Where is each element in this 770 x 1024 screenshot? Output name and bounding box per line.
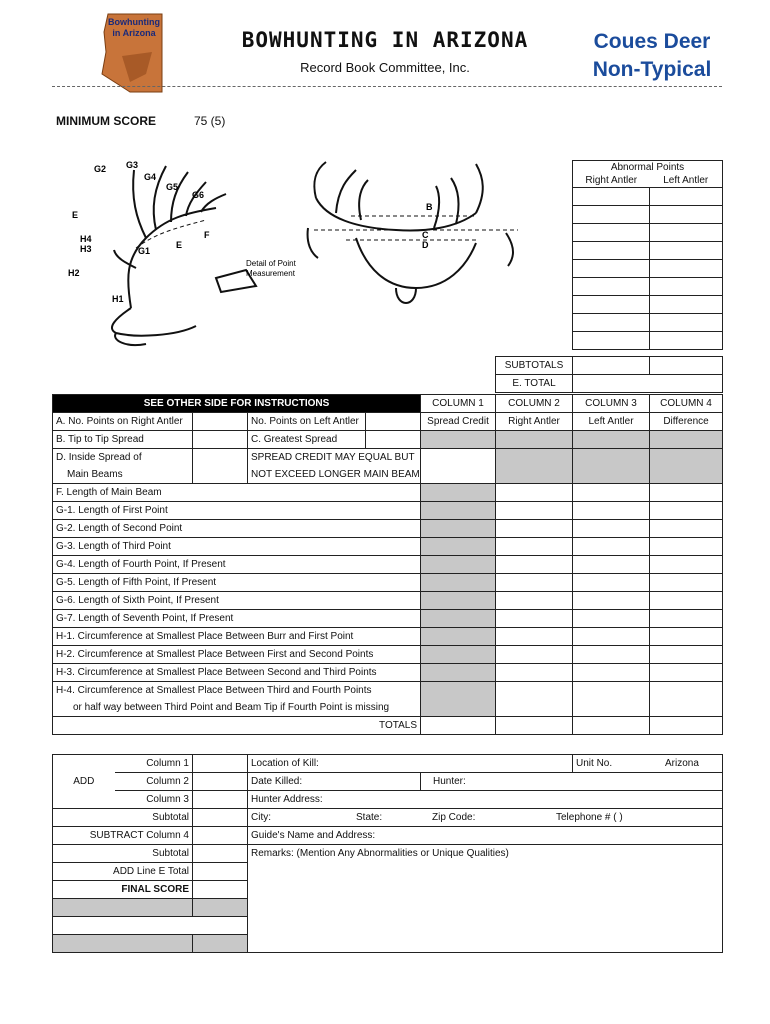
left-antler-cell[interactable] (573, 628, 650, 646)
abnormal-left-cell[interactable] (650, 296, 723, 314)
category-line2: Non-Typical (592, 58, 712, 81)
etotal-label: E. TOTAL (496, 375, 573, 393)
abnormal-left-cell[interactable] (650, 278, 723, 296)
left-antler-cell[interactable] (573, 610, 650, 628)
abnormal-right-cell[interactable] (573, 332, 650, 350)
abnormal-left-cell[interactable] (650, 224, 723, 242)
subtract-label: SUBTRACT Column 4 (53, 827, 193, 845)
abnormal-left-cell[interactable] (650, 206, 723, 224)
unit-label: Unit No. (576, 758, 613, 769)
row-g1-label: G-1. Length of First Point (53, 502, 421, 520)
row-h2-label: H-2. Circumference at Smallest Place Between First and Second Points (53, 646, 421, 664)
abnormal-right-cell[interactable] (573, 278, 650, 296)
left-antler-cell[interactable] (573, 682, 650, 717)
label-g5: G5 (166, 182, 179, 192)
label-h1: H1 (112, 294, 124, 304)
abnormal-right-cell[interactable] (573, 314, 650, 332)
column2-header: COLUMN 2 (496, 395, 573, 413)
label-d: D (422, 240, 429, 250)
abnormal-right-cell[interactable] (573, 206, 650, 224)
abnormal-left-cell[interactable] (650, 332, 723, 350)
subtotals-label: SUBTOTALS (496, 357, 573, 375)
total-column2-cell[interactable] (496, 717, 573, 735)
page-subtitle: Record Book Committee, Inc. (300, 60, 470, 75)
right-antler-cell[interactable] (496, 502, 573, 520)
label-g6: G6 (192, 190, 205, 200)
difference-cell[interactable] (650, 502, 723, 520)
state-label: State: (356, 812, 383, 823)
label-e-right: E (176, 240, 183, 250)
left-points-cell[interactable] (366, 413, 421, 431)
summary-column2-label: Column 2 (115, 773, 193, 791)
summary-subtotal2-cell[interactable] (193, 845, 248, 863)
row-h4-label: H-4. Circumference at Smallest Place Between Third and Fourth Points (53, 682, 421, 700)
guide-label: Guide's Name and Address: (248, 827, 723, 845)
subtotal2-label: Subtotal (53, 845, 193, 863)
column1-sub: Spread Credit (421, 413, 496, 431)
summary-subtract-cell[interactable] (193, 827, 248, 845)
summary-column1-label: Column 1 (115, 755, 193, 773)
row-g4-label: G-4. Length of Fourth Point, If Present (53, 556, 421, 574)
spread-note-1: SPREAD CREDIT MAY EQUAL BUT (248, 449, 421, 467)
summary-column1-cell[interactable] (193, 755, 248, 773)
city-label: City: (251, 812, 271, 823)
date-killed-label: Date Killed: (248, 773, 421, 791)
logo-text-1: Bowhunting (108, 17, 160, 27)
header-divider (52, 86, 722, 87)
column4-header: COLUMN 4 (650, 395, 723, 413)
column1-header: COLUMN 1 (421, 395, 496, 413)
totals-label: TOTALS (53, 717, 421, 735)
label-g1: G1 (138, 246, 151, 256)
difference-cell[interactable] (650, 628, 723, 646)
left-antler-cell[interactable] (573, 592, 650, 610)
category-line1: Coues Deer (593, 30, 711, 53)
left-antler-cell[interactable] (573, 538, 650, 556)
row-g6-label: G-6. Length of Sixth Point, If Present (53, 592, 421, 610)
right-antler-cell[interactable] (496, 664, 573, 682)
row-g5-label: G-5. Length of Fifth Point, If Present (53, 574, 421, 592)
abnormal-right-cell[interactable] (573, 188, 650, 206)
left-antler-cell[interactable] (573, 484, 650, 502)
scoring-table (52, 394, 723, 735)
add-e-label: ADD Line E Total (53, 863, 193, 881)
abnormal-left-cell[interactable] (650, 188, 723, 206)
minimum-score-label: MINIMUM SCORE (56, 114, 156, 128)
left-antler-cell[interactable] (573, 574, 650, 592)
row-f-label: F. Length of Main Beam (53, 484, 421, 502)
total-column4-cell[interactable] (650, 717, 723, 735)
greatest-spread-cell[interactable] (366, 431, 421, 449)
right-antler-cell[interactable] (496, 538, 573, 556)
subtotal-label: Subtotal (53, 809, 193, 827)
right-points-cell[interactable] (193, 413, 248, 431)
row-a-label: A. No. Points on Right Antler (53, 413, 193, 431)
tip-spread-cell[interactable] (193, 431, 248, 449)
summary-column3-cell[interactable] (193, 791, 248, 809)
abnormal-right-cell[interactable] (573, 224, 650, 242)
add-label: ADD (53, 755, 115, 809)
column3-sub: Left Antler (573, 413, 650, 431)
state-value: Arizona (665, 758, 699, 769)
remarks-label[interactable]: Remarks: (Mention Any Abnormalities or Unique Qualities) (248, 845, 723, 953)
row-h4-note: or half way between Third Point and Beam Tip if Fourth Point is missing (53, 699, 421, 717)
instructions-banner: SEE OTHER SIDE FOR INSTRUCTIONS (53, 395, 421, 413)
difference-cell[interactable] (650, 574, 723, 592)
spread-note-2: NOT EXCEED LONGER MAIN BEAM (248, 466, 421, 484)
right-antler-cell[interactable] (496, 610, 573, 628)
row-c-label: C. Greatest Spread (248, 431, 366, 449)
abnormal-left-cell[interactable] (650, 314, 723, 332)
summary-subtotal-cell[interactable] (193, 809, 248, 827)
row-g7-label: G-7. Length of Seventh Point, If Present (53, 610, 421, 628)
total-column1-cell[interactable] (421, 717, 496, 735)
abnormal-left-cell[interactable] (650, 242, 723, 260)
left-antler-cell[interactable] (573, 664, 650, 682)
logo-text-2: in Arizona (112, 28, 156, 38)
spread-credit-cell[interactable] (421, 449, 496, 484)
hunter-label: Hunter: (421, 773, 723, 791)
subtotal-left-cell[interactable] (650, 357, 723, 375)
abnormal-left-cell[interactable] (650, 260, 723, 278)
label-b: B (426, 202, 433, 212)
right-antler-cell[interactable] (496, 682, 573, 717)
abnormal-right-cell[interactable] (573, 296, 650, 314)
left-antler-cell[interactable] (573, 502, 650, 520)
arizona-logo (100, 12, 168, 94)
hunter-address-label: Hunter Address: (248, 791, 723, 809)
summary-column2-cell[interactable] (193, 773, 248, 791)
total-column3-cell[interactable] (573, 717, 650, 735)
difference-cell[interactable] (650, 664, 723, 682)
etotal-cell[interactable] (573, 375, 723, 393)
difference-cell[interactable] (650, 538, 723, 556)
abnormal-left-header: Left Antler (650, 174, 723, 188)
left-antler-cell[interactable] (573, 556, 650, 574)
row-d-label-2: Main Beams (53, 466, 193, 484)
label-h2: H2 (68, 268, 80, 278)
left-antler-cell[interactable] (573, 520, 650, 538)
subtotals-table (495, 356, 723, 393)
row-d-label-1: D. Inside Spread of (53, 449, 193, 467)
summary-table (52, 754, 723, 953)
right-antler-cell[interactable] (496, 574, 573, 592)
label-g2: G2 (94, 164, 107, 174)
summary-column3-label: Column 3 (115, 791, 193, 809)
telephone-label: Telephone # ( ) (556, 812, 623, 823)
minimum-score-value: 75 (5) (194, 114, 226, 128)
label-h3: H3 (80, 244, 92, 254)
abnormal-right-cell[interactable] (573, 242, 650, 260)
label-g4: G4 (144, 172, 157, 182)
abnormal-right-cell[interactable] (573, 260, 650, 278)
final-score-cell[interactable] (193, 881, 248, 899)
right-antler-cell[interactable] (496, 592, 573, 610)
difference-cell[interactable] (650, 646, 723, 664)
right-antler-cell[interactable] (496, 646, 573, 664)
abnormal-points-header: Abnormal Points (573, 161, 723, 175)
antler-diagram (56, 158, 556, 361)
label-c: C (422, 230, 429, 240)
difference-cell[interactable] (650, 682, 723, 717)
abnormal-points-table (572, 160, 723, 350)
subtotal-right-cell[interactable] (573, 357, 650, 375)
final-score-label: FINAL SCORE (53, 881, 193, 899)
difference-cell[interactable] (650, 520, 723, 538)
left-antler-cell[interactable] (573, 646, 650, 664)
column2-sub: Right Antler (496, 413, 573, 431)
difference-cell[interactable] (650, 556, 723, 574)
column3-header: COLUMN 3 (573, 395, 650, 413)
label-f: F (204, 230, 210, 240)
label-e-left: E (72, 210, 79, 220)
right-antler-cell[interactable] (496, 556, 573, 574)
row-h3-label: H-3. Circumference at Smallest Place Between Second and Third Points (53, 664, 421, 682)
zip-label: Zip Code: (432, 812, 476, 823)
row-g2-label: G-2. Length of Second Point (53, 520, 421, 538)
right-antler-cell[interactable] (496, 484, 573, 502)
abnormal-right-header: Right Antler (573, 174, 650, 188)
row-g3-label: G-3. Length of Third Point (53, 538, 421, 556)
label-h4: H4 (80, 234, 92, 244)
summary-add-e-cell[interactable] (193, 863, 248, 881)
page-title: BOWHUNTING IN ARIZONA (241, 28, 529, 52)
column4-sub: Difference (650, 413, 723, 431)
difference-cell[interactable] (650, 484, 723, 502)
right-antler-cell[interactable] (496, 520, 573, 538)
detail-label-1: Detail of Point (246, 259, 296, 268)
location-label: Location of Kill: (248, 755, 573, 773)
row-h1-label: H-1. Circumference at Smallest Place Between Burr and First Point (53, 628, 421, 646)
detail-label-2: Measurement (246, 269, 295, 278)
difference-cell[interactable] (650, 610, 723, 628)
label-g3: G3 (126, 160, 139, 170)
right-antler-cell[interactable] (496, 628, 573, 646)
row-a-mid-label: No. Points on Left Antler (248, 413, 366, 431)
difference-cell[interactable] (650, 592, 723, 610)
inside-spread-cell[interactable] (193, 449, 248, 484)
row-b-label: B. Tip to Tip Spread (53, 431, 193, 449)
